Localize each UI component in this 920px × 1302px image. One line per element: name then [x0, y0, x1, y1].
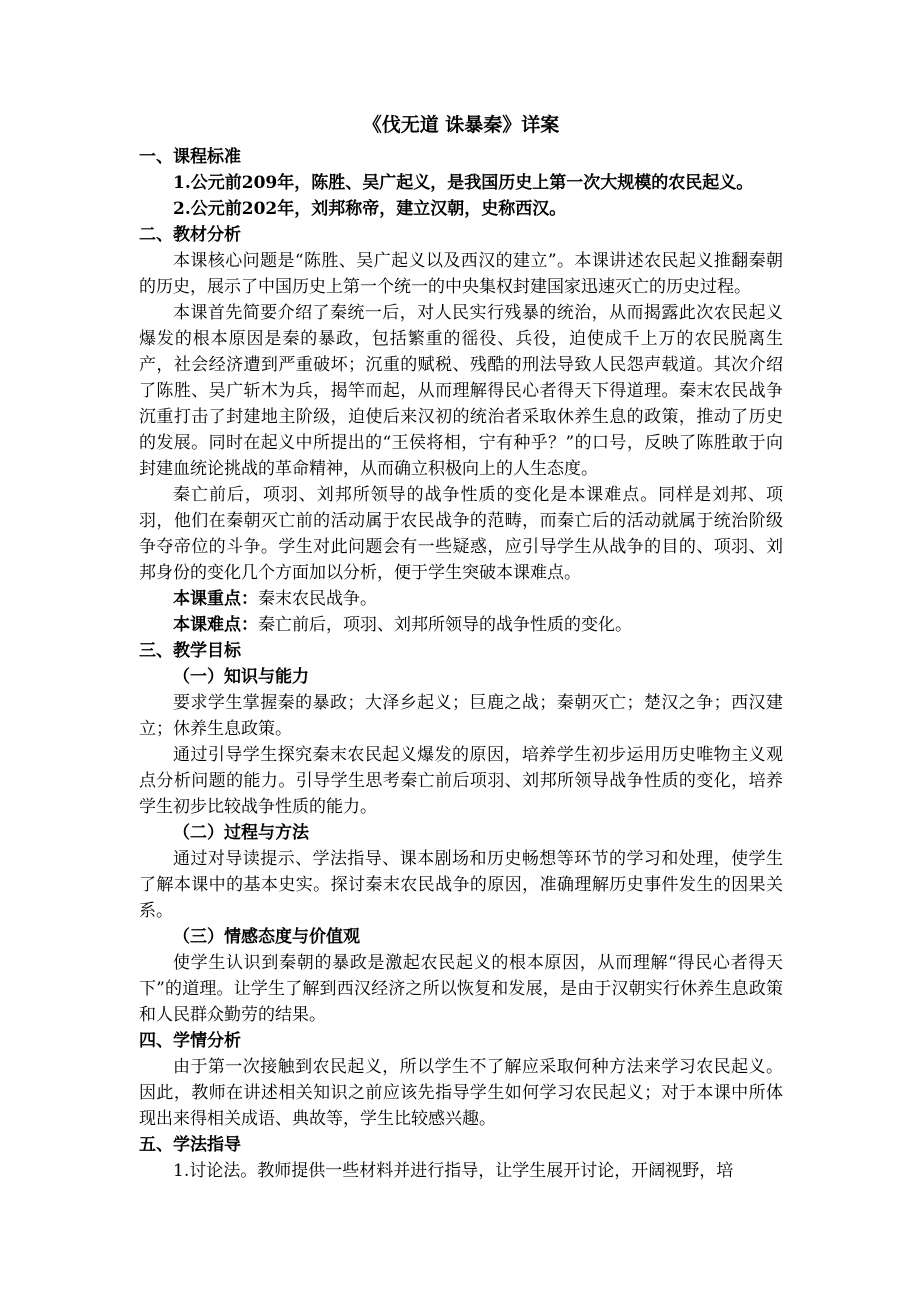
paragraph: 通过引导学生探究秦末农民起义爆发的原因，培养学生初步运用历史唯物主义观点分析问题的能力。引导学生思考秦亡前后项羽、刘邦所领导战争性质的变化，培养学生初步比较战争性质的能力。	[139, 745, 783, 817]
paragraph: 由于第一次接触到农民起义，所以学生不了解应采取何种方法来学习农民起义。因此，教师在讲述相关知识之前应该先指导学生如何学习农民起义；对于本课中所体现出来得相关成语、典故等，学生比较感兴趣。	[139, 1057, 783, 1129]
section-heading: 五、学法指导	[139, 1135, 241, 1155]
key-point-label: 本课重点：	[173, 589, 258, 609]
subsection-heading: （三）情感态度与价值观	[173, 927, 360, 947]
key-point-text: 秦末农民战争。	[258, 589, 377, 609]
paragraph: 通过对导读提示、学法指导、课本剧场和历史畅想等环节的学习和处理，使学生了解本课中的基本史实。探讨秦末农民战争的原因，准确理解历史事件发生的因果关系。	[139, 849, 783, 921]
paragraph: 本课首先简要介绍了秦统一后，对人民实行残暴的统治，从而揭露此次农民起义爆发的根本原因是秦的暴政，包括繁重的徭役、兵役，迫使成千上万的农民脱离生产，社会经济遭到严重破坏；沉重的赋税、残酷的刑法导致人民怨声载道。其次介绍了陈胜、吴广斩木为兵，揭竿而起，从而理解得民心者得天下得道理。秦末农民战争沉重打击了封建地主阶级，迫使后来汉初的统治者采取休养生息的政策，推动了历史的发展。同时在起义中所提出的“王侯将相，宁有种乎？”的口号，反映了陈胜敢于向封建血统论挑战的革命精神，从而确立积极向上的人生态度。	[139, 303, 783, 479]
section-heading: 一、课程标准	[139, 147, 241, 167]
subsection-heading: （一）知识与能力	[173, 667, 309, 687]
difficult-point-label: 本课难点：	[173, 615, 258, 635]
paragraph: 1.讨论法。教师提供一些材料并进行指导，让学生展开讨论，开阔视野，培	[173, 1161, 734, 1181]
difficult-point	[139, 612, 783, 638]
key-point	[139, 586, 783, 612]
paragraph: 本课核心问题是“陈胜、吴广起义以及西汉的建立”。本课讲述农民起义推翻秦朝的历史，展示了中国历史上第一个统一的中央集权封建国家迅速灭亡的历史过程。	[139, 251, 783, 297]
standard-item: 2.公元前202年，刘邦称帝，建立汉朝，史称西汉。	[173, 199, 567, 219]
section-heading: 四、学情分析	[139, 1031, 241, 1051]
paragraph: 秦亡前后，项羽、刘邦所领导的战争性质的变化是本课难点。同样是刘邦、项羽，他们在秦朝灭亡前的活动属于农民战争的范畴，而秦亡后的活动就属于统治阶级争夺帝位的斗争。学生对此问题会有一些疑惑，应引导学生从战争的目的、项羽、刘邦身份的变化几个方面加以分析，便于学生突破本课难点。	[139, 485, 783, 583]
standard-item: 1.公元前209年，陈胜、吴广起义，是我国历史上第一次大规模的农民起义。	[173, 173, 754, 193]
paragraph: 使学生认识到秦朝的暴政是激起农民起义的根本原因，从而理解“得民心者得天下”的道理。让学生了解到西汉经济之所以恢复和发展，是由于汉朝实行休养生息政策和人民群众勤劳的结果。	[139, 953, 783, 1025]
difficult-point-text: 秦亡前后，项羽、刘邦所领导的战争性质的变化。	[258, 615, 632, 635]
section-heading: 三、教学目标	[139, 641, 241, 661]
paragraph: 要求学生掌握秦的暴政；大泽乡起义；巨鹿之战；秦朝灭亡；楚汉之争；西汉建立；休养生息政策。	[139, 693, 783, 739]
subsection-heading: （二）过程与方法	[173, 823, 309, 843]
section-heading: 二、教材分析	[139, 225, 241, 245]
document-title: 《伐无道 诛暴秦》详案	[362, 114, 560, 136]
document-body	[139, 111, 783, 1184]
